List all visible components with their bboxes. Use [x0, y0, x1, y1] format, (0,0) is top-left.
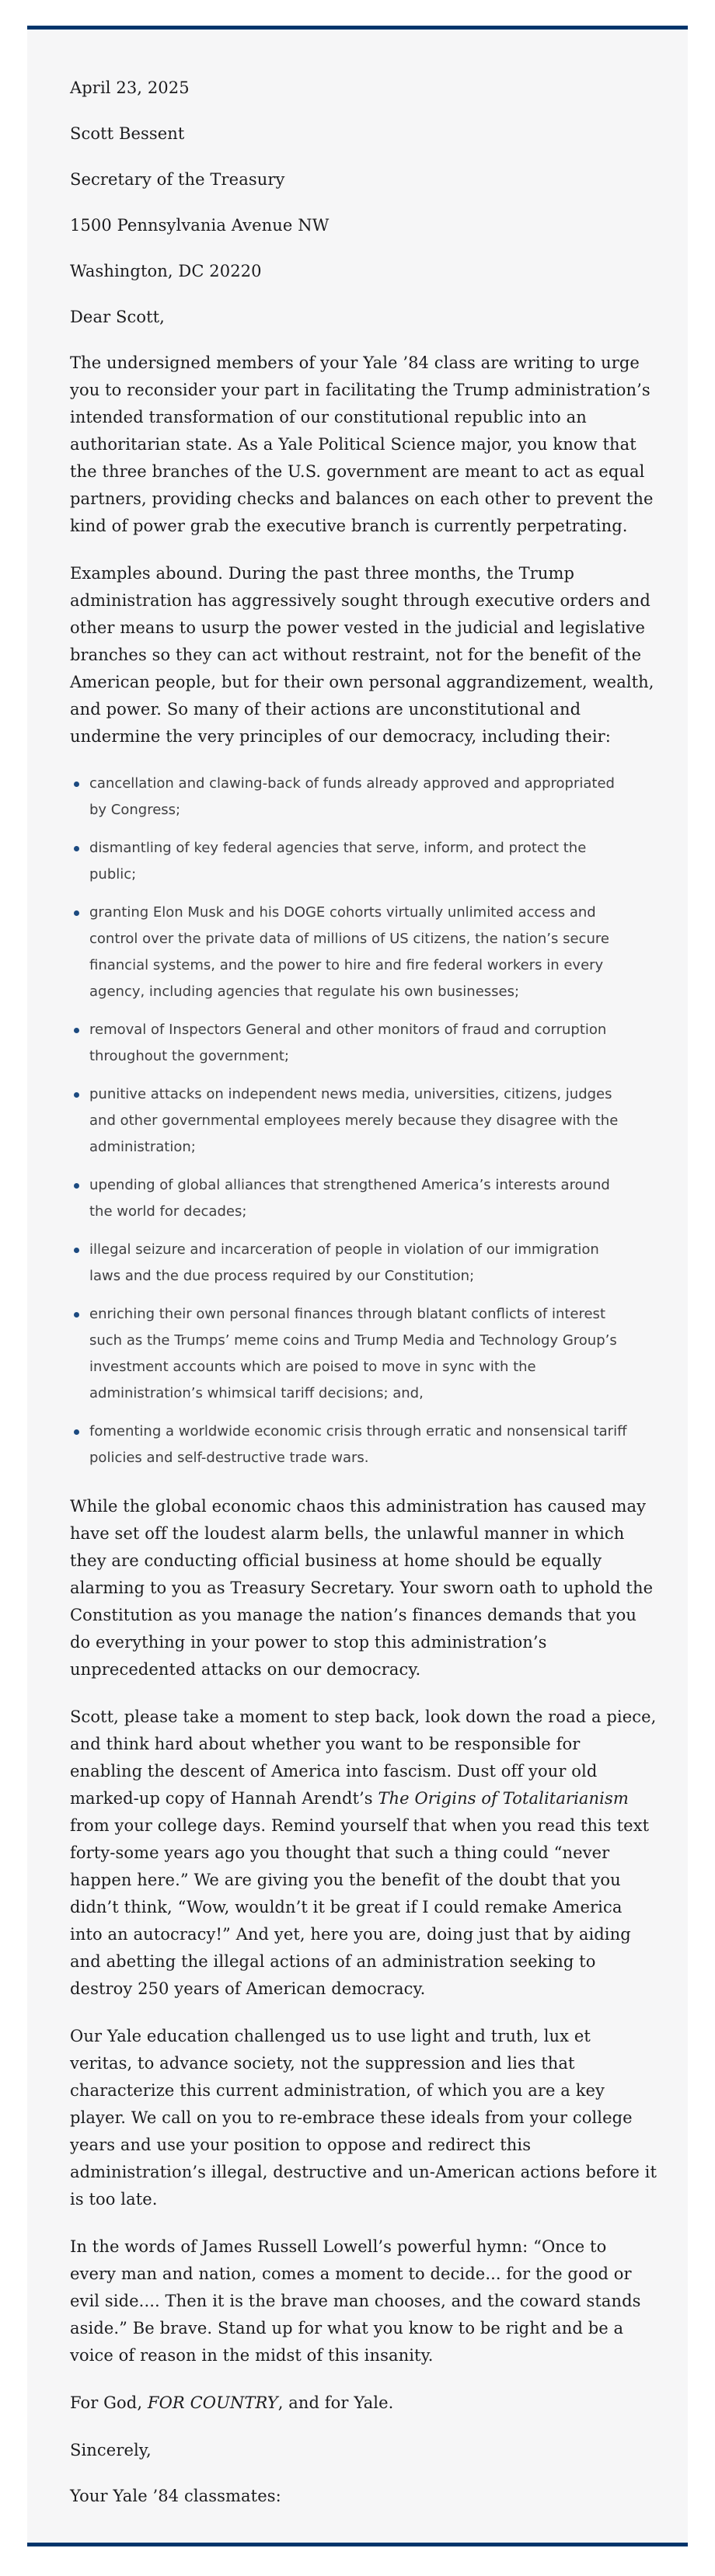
bottom-rule	[27, 2543, 688, 2546]
paragraph-education: Our Yale education challenged us to use light and truth, lux et veritas, to advance society, not the suppression and lies that characterize this current administration, of which you are a key player. We call on you to re-embrace these ideals from your college years and use your position to oppose and redirect this administration’s illegal, destructive and un-American actions before it is too late.	[70, 2027, 657, 2209]
recipient-address-street: 1500 Pennsylvania Avenue NW	[70, 216, 330, 235]
letter-date: April 23, 2025	[70, 78, 190, 97]
closing-motto-italic: FOR COUNTRY	[147, 2393, 278, 2412]
bullet-icon	[74, 1429, 79, 1435]
list-item	[74, 771, 657, 823]
list-item	[74, 1081, 657, 1161]
book-title-italic: The Origins of Totalitarianism	[378, 1789, 629, 1808]
paragraph-arendt	[70, 1704, 657, 2003]
signature-line: Your Yale ’84 classmates:	[70, 2487, 281, 2505]
bullet-icon	[74, 846, 79, 851]
closing-line	[70, 2390, 657, 2417]
bullet-icon	[74, 1092, 79, 1098]
list-item	[74, 1419, 657, 1471]
list-item	[74, 1237, 657, 1290]
bullet-icon	[74, 1248, 79, 1253]
bullet-text: punitive attacks on independent news media, universities, citizens, judges and other governmental employees merely because they disagree with the administration;	[89, 1086, 619, 1155]
bullet-icon	[74, 1312, 79, 1318]
bullet-text: cancellation and clawing-back of funds already approved and appropriated by Congress;	[89, 775, 615, 818]
paragraph-arendt-post: from your college days. Remind yourself that when you read this text forty-some years ago you thought that such a thing could “never happen here.” We are giving you the benefit of the doubt that you didn’t think, “Wow, wouldn’t it be great if I could remake America into an autocracy!” And yet, here you are, doing just that by aiding and abetting the illegal actions of an administration seeking to destroy 250 years of American democracy.	[70, 1816, 650, 1998]
paragraph-alarm: While the global economic chaos this administration has caused may have set off the loudest alarm bells, the unlawful manner in which they are conducting official business at home should be equally alarming to you as Treasury Secretary. Your sworn oath to uphold the Constitution as you manage the nation’s finances demands that you do everything in your power to stop this administration’s unprecedented attacks on our democracy.	[70, 1497, 654, 1679]
bullet-text: illegal seizure and incarceration of people in violation of our immigration laws and the due process required by our Constitution;	[89, 1241, 599, 1284]
signoff: Sincerely,	[70, 2441, 152, 2459]
bullet-text: upending of global alliances that strengthened America’s interests around the world for decades;	[89, 1177, 610, 1220]
list-item	[74, 835, 657, 888]
closing-post: , and for Yale.	[277, 2393, 394, 2412]
recipient-address-city: Washington, DC 20220	[70, 262, 262, 280]
list-item	[74, 900, 657, 1005]
letter-body	[27, 30, 688, 2543]
bullet-text: enriching their own personal finances through blatant conflicts of interest such as the Trumps’ meme coins and Trump Media and Technology Group’s investment accounts which are poised to move in sync with the administration’s whimsical tariff decisions; and,	[89, 1306, 617, 1401]
recipient-title: Secretary of the Treasury	[70, 170, 285, 189]
paragraph-hymn: In the words of James Russell Lowell’s powerful hymn: “Once to every man and nation, comes a moment to decide... for the good or evil side.... Then it is the brave man chooses, and the coward stands aside.” Be brave. Stand up for what you know to be right and be a voice of reason in the midst of this insanity.	[70, 2237, 641, 2365]
bullet-icon	[74, 782, 79, 787]
list-item	[74, 1017, 657, 1070]
paragraph-arendt-pre: Scott, please take a moment to step back, look down the road a piece, and think hard about whether you want to be responsible for enabling the descent of America into fascism. Dust off your old marked-up copy of Hannah Arendt’s	[70, 1707, 657, 1808]
bullet-text: fomenting a worldwide economic crisis through erratic and nonsensical tariff policies and self-destructive trade wars.	[89, 1423, 627, 1466]
list-item	[74, 1301, 657, 1407]
closing-pre: For God,	[70, 2393, 148, 2412]
grievances-list	[74, 771, 657, 1471]
recipient-name: Scott Bessent	[70, 124, 185, 143]
bullet-icon	[74, 1028, 79, 1033]
bullet-icon	[74, 1183, 79, 1189]
bullet-icon	[74, 910, 79, 916]
paragraph-intro: The undersigned members of your Yale ’84 class are writing to urge you to reconsider your part in facilitating the Trump administration’s intended transformation of our constitutional republic into an authoritarian state. As a Yale Political Science major, you know that the three branches of the U.S. government are meant to act as equal partners, providing checks and balances on each other to prevent the kind of power grab the executive branch is currently perpetrating.	[70, 353, 654, 535]
bullet-text: granting Elon Musk and his DOGE cohorts virtually unlimited access and control over the private data of millions of US citizens, the nation’s secure financial systems, and the power to hire and fire federal workers in every agency, including agencies that regulate his own businesses;	[89, 904, 609, 1000]
letter-panel	[27, 26, 688, 2546]
list-item	[74, 1172, 657, 1225]
bullet-text: dismantling of key federal agencies that serve, inform, and protect the public;	[89, 840, 587, 882]
salutation: Dear Scott,	[70, 308, 165, 326]
paragraph-examples: Examples abound. During the past three months, the Trump administration has aggressively sought through executive orders and other means to usurp the power vested in the judicial and legislative branches so they can act without restraint, not for the benefit of the American people, but for their own personal aggrandizement, wealth, and power. So many of their actions are unconstitutional and undermine the very principles of our democracy, including their:	[70, 564, 654, 746]
bullet-text: removal of Inspectors General and other monitors of fraud and corruption throughout the government;	[89, 1022, 607, 1064]
